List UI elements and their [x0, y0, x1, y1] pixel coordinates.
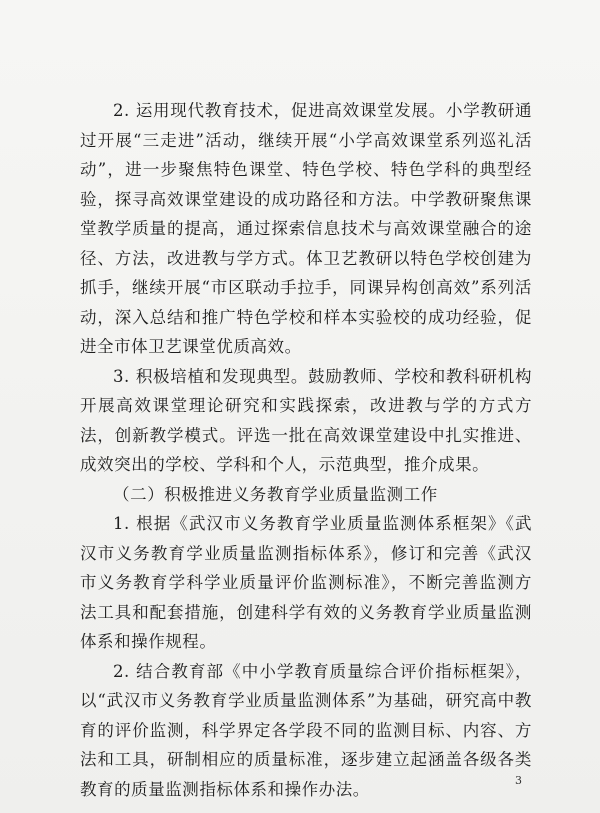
- paragraph-education-technology: 2. 运用现代教育技术，促进高效课堂发展。小学教研通过开展“三走进”活动，继续开展“小学高效课堂系列巡礼活动”，进一步聚焦特色课堂、特色学校、特色学科的典型经验，探寻高效课堂建设的成功路径和方法。中学教研聚焦课堂教学质量的提高，通过探索信息技术与高效课堂融合的途径、方法，改进教与学方式。体卫艺教研以特色学校创建为抓手，继续开展“市区联动手拉手，同课异构创高效”系列活动，深入总结和推广特色学校和样本实验校的成功经验，促进全市体卫艺课堂优质高效。: [80, 101, 532, 356]
- paragraph-cultivate-models: 3. 积极培植和发现典型。鼓励教师、学校和教科研机构开展高效课堂理论研究和实践探索，改进教与学的方式方法，创新教学模式。评选一批在高效课堂建设中扎实推进、成效突出的学校、学科和个人，示范典型，推介成果。: [80, 366, 532, 474]
- document-body: [80, 96, 532, 804]
- page-number: 3: [515, 774, 522, 787]
- paragraph-evaluation-indicators: 2. 结合教育部《中小学教育质量综合评价指标框架》，以“武汉市义务教育学业质量监测体系”为基础，研究高中教育的评价监测，科学界定各学段不同的监测目标、内容、方法和工具，研制相应的质量标准，逐步建立起涵盖各级各类教育的质量监测指标体系和操作办法。: [80, 661, 532, 799]
- paragraph-monitoring-framework: 1. 根据《武汉市义务教育学业质量监测体系框架》《武汉市义务教育学业质量监测指标体系》，修订和完善《武汉市义务教育学科学业质量评价监测标准》，不断完善监测方法工具和配套措施，创建科学有效的义务教育学业质量监测体系和操作规程。: [80, 514, 532, 651]
- section-heading-quality-monitoring: （二）积极推进义务教育学业质量监测工作: [113, 484, 438, 504]
